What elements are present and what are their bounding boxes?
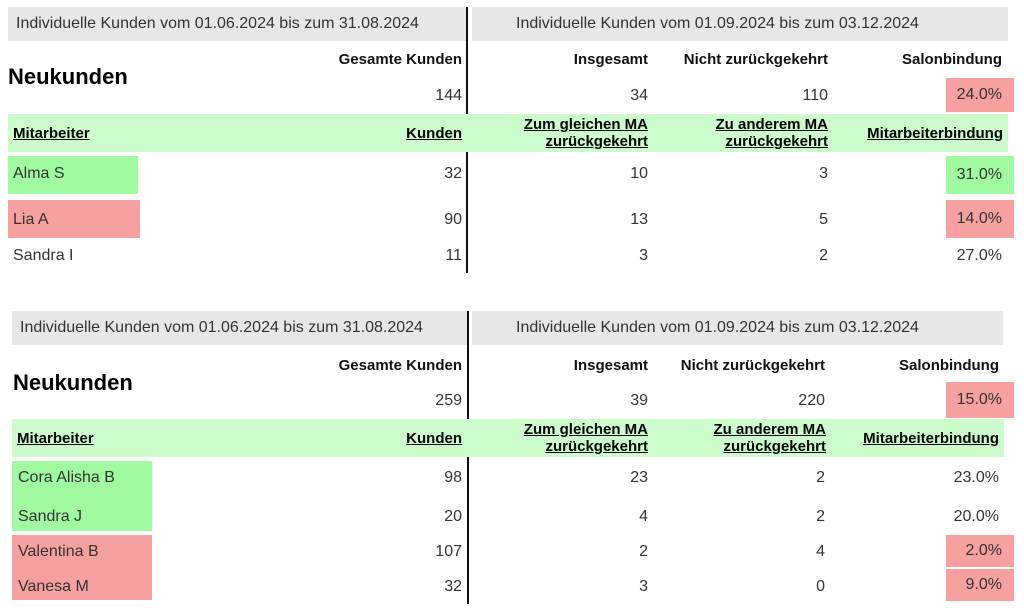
subheader-gleichen-line2: zurückgekehrt [545, 133, 648, 150]
cell-ander: 0 [816, 578, 825, 595]
cell-ander: 3 [819, 165, 828, 182]
summary-salon: 24.0% [946, 78, 1014, 112]
cell-bindung: 9.0% [946, 569, 1014, 601]
cell-ander: 2 [816, 469, 825, 486]
cell-kunden: 20 [444, 508, 462, 525]
table-title: Neukunden [8, 64, 128, 89]
cell-kunden: 107 [435, 543, 462, 560]
cell-ander: 2 [816, 508, 825, 525]
cell-kunden: 32 [444, 578, 462, 595]
subheader-anderem [658, 421, 826, 455]
summary-gesamt: 144 [435, 87, 462, 104]
col-header-nicht: Nicht zurückgekehrt [683, 51, 828, 68]
cell-bindung: 2.0% [946, 535, 1014, 567]
subheader-gleichen-line1: Zum gleichen MA [523, 116, 648, 133]
cell-kunden: 11 [445, 247, 462, 264]
cell-bindung: 20.0% [953, 508, 999, 525]
cell-kunden: 90 [444, 211, 462, 228]
summary-nicht: 220 [798, 392, 825, 409]
col-header-insgesamt: Insgesamt [573, 51, 648, 68]
subheader-kunden: Kunden [406, 430, 462, 447]
cell-kunden: 98 [444, 469, 462, 486]
cell-bindung: 14.0% [946, 200, 1014, 238]
col-header-gesamt: Gesamte Kunden [338, 51, 462, 68]
cell-ander: 5 [819, 211, 828, 228]
summary-insgesamt: 34 [630, 87, 648, 104]
period-header-left: Individuelle Kunden vom 01.06.2024 bis zum 31.08.2024 [8, 7, 468, 41]
subheader-gleichen-line1: Zum gleichen MA [523, 421, 648, 438]
summary-insgesamt: 39 [630, 392, 648, 409]
subheader-kunden: Kunden [406, 125, 462, 142]
cell-gleich: 2 [639, 543, 648, 560]
employee-name: Sandra J [18, 508, 83, 525]
cell-gleich: 13 [630, 211, 648, 228]
subheader-mitarbeiter: Mitarbeiter [17, 430, 94, 447]
cell-bindung: 27.0% [956, 247, 1002, 264]
col-header-nicht: Nicht zurückgekehrt [680, 357, 825, 374]
subheader-gleichen-line2: zurückgekehrt [545, 438, 648, 455]
col-header-salon: Salonbindung [899, 357, 999, 374]
subheader-anderem-line1: Zu anderem MA [713, 421, 826, 438]
cell-gleich: 10 [630, 165, 648, 182]
employee-name: Alma S [13, 165, 65, 182]
employee-name: Lia A [13, 211, 49, 228]
subheader-bindung: Mitarbeiterbindung [863, 430, 999, 447]
employee-name: Valentina B [18, 543, 99, 560]
cell-gleich: 4 [639, 508, 648, 525]
cell-ander: 4 [816, 543, 825, 560]
table-title: Neukunden [13, 370, 133, 395]
subheader-gleichen [480, 116, 648, 150]
col-header-insgesamt: Insgesamt [573, 357, 648, 374]
col-header-salon: Salonbindung [902, 51, 1002, 68]
period-header-right: Individuelle Kunden vom 01.09.2024 bis zum 03.12.2024 [472, 7, 1008, 41]
subheader-anderem-line2: zurückgekehrt [723, 438, 826, 455]
employee-name: Vanesa M [18, 578, 89, 595]
cell-ander: 2 [819, 247, 828, 264]
subheader-anderem-line2: zurückgekehrt [725, 133, 828, 150]
col-header-gesamt: Gesamte Kunden [338, 357, 462, 374]
cell-kunden: 32 [444, 165, 462, 182]
employee-name: Sandra I [13, 247, 74, 264]
subheader-anderem-line1: Zu anderem MA [715, 116, 828, 133]
summary-gesamt: 259 [435, 392, 462, 409]
employee-name: Cora Alisha B [18, 469, 115, 486]
period-header-left: Individuelle Kunden vom 01.06.2024 bis zum 31.08.2024 [12, 311, 468, 345]
cell-bindung: 31.0% [946, 156, 1014, 194]
divider [467, 311, 469, 604]
summary-nicht: 110 [802, 87, 828, 104]
cell-gleich: 3 [639, 578, 648, 595]
subheader-anderem [660, 116, 828, 150]
period-header-right: Individuelle Kunden vom 01.09.2024 bis zum 03.12.2024 [472, 311, 1003, 345]
subheader-gleichen [480, 421, 648, 455]
cell-gleich: 23 [630, 469, 648, 486]
subheader-bindung: Mitarbeiterbindung [867, 125, 1003, 142]
cell-gleich: 3 [639, 247, 648, 264]
summary-salon: 15.0% [946, 382, 1014, 418]
cell-bindung: 23.0% [953, 469, 999, 486]
subheader-mitarbeiter: Mitarbeiter [13, 125, 90, 142]
